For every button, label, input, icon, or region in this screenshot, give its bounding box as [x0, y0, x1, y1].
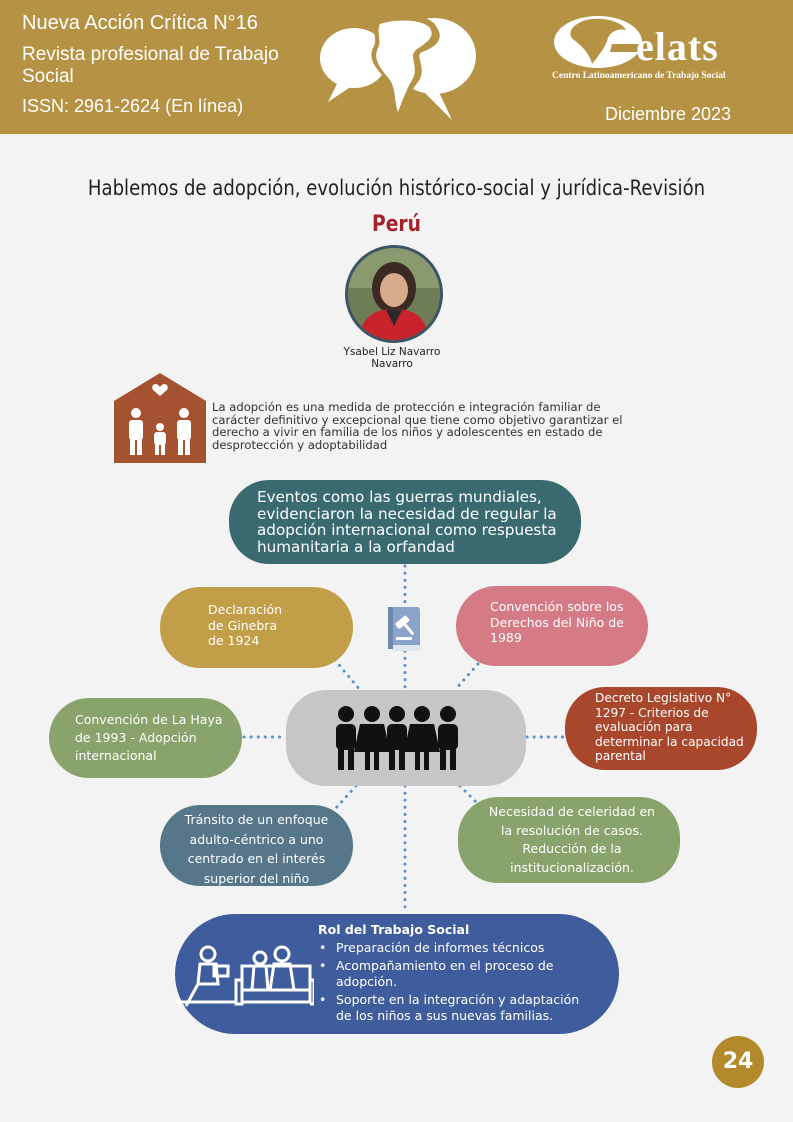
pill-decreto-text: Decreto Legislativo N° 1297 - Criterios de evaluación para determinar la capacidad parental — [595, 691, 744, 763]
country-label: Perú — [372, 212, 421, 237]
issue-date: Diciembre 2023 — [605, 104, 732, 124]
pill-declaracion-ginebra — [160, 587, 353, 668]
role-item: • Acompañamiento en el proceso de adopción. — [318, 958, 588, 991]
pill-celeridad — [458, 797, 680, 883]
role-title: Rol del Trabajo Social — [318, 922, 470, 937]
page-number: 24 — [712, 1036, 764, 1088]
author-name: Ysabel Liz Navarro Navarro — [343, 346, 441, 370]
logo-wordmark: elats — [636, 24, 719, 69]
article-title: Hablemos de adopción, evolución histórico-social y jurídica-Revisión — [87, 176, 706, 200]
pill-la-haya-text: Convención de La Haya de 1993 - Adopción internacional — [75, 712, 223, 763]
group-people-icon — [332, 704, 462, 774]
pill-transito-enfoque — [160, 805, 353, 886]
intro-text: La adopción es una medida de protección e integración familiar de carácter definitivo y excepcional que tiene como objetivo garantizar el derecho a vivir en familia de los niños y adolescentes en estado de desprotección y adoptabilidad — [212, 400, 623, 452]
pill-convencion-nino — [456, 586, 648, 666]
counseling-sofa-icon — [176, 940, 314, 1012]
pill-convencion-nino-text: Convención sobre los Derechos del Niño de 1989 — [490, 599, 624, 645]
journal-issue: Nueva Acción Crítica N°16 — [22, 12, 258, 34]
role-list — [318, 940, 588, 1026]
role-item: • Preparación de informes técnicos — [318, 940, 588, 957]
pill-decreto-legislativo — [565, 687, 757, 770]
journal-issn: ISSN: 2961-2624 (En línea) — [22, 96, 244, 116]
pill-central-families — [286, 690, 526, 786]
pill-guerras-mundiales — [229, 480, 581, 564]
pill-ginebra-text: Declaración de Ginebra de 1924 — [208, 602, 283, 648]
pill-celeridad-text: Necesidad de celeridad en la resolución de casos. Reducción de la institucionalización. — [488, 804, 656, 875]
logo-tagline: Centro Latinoamericano de Trabajo Social — [552, 71, 726, 81]
role-item: • Soporte en la integración y adaptación de los niños a sus nuevas familias. — [318, 992, 588, 1025]
pill-transito-text: Tránsito de un enfoque adulto-céntrico a uno centrado en el interés superior del niño — [184, 812, 329, 886]
pill-convencion-la-haya — [49, 698, 242, 778]
journal-subtitle: Revista profesional de Trabajo Social — [22, 44, 279, 87]
pill-guerras-text: Eventos como las guerras mundiales, evidenciaron la necesidad de regular la adopción internacional como respuesta humanitaria a la orfandad — [257, 488, 557, 556]
law-book-icon — [386, 605, 424, 653]
